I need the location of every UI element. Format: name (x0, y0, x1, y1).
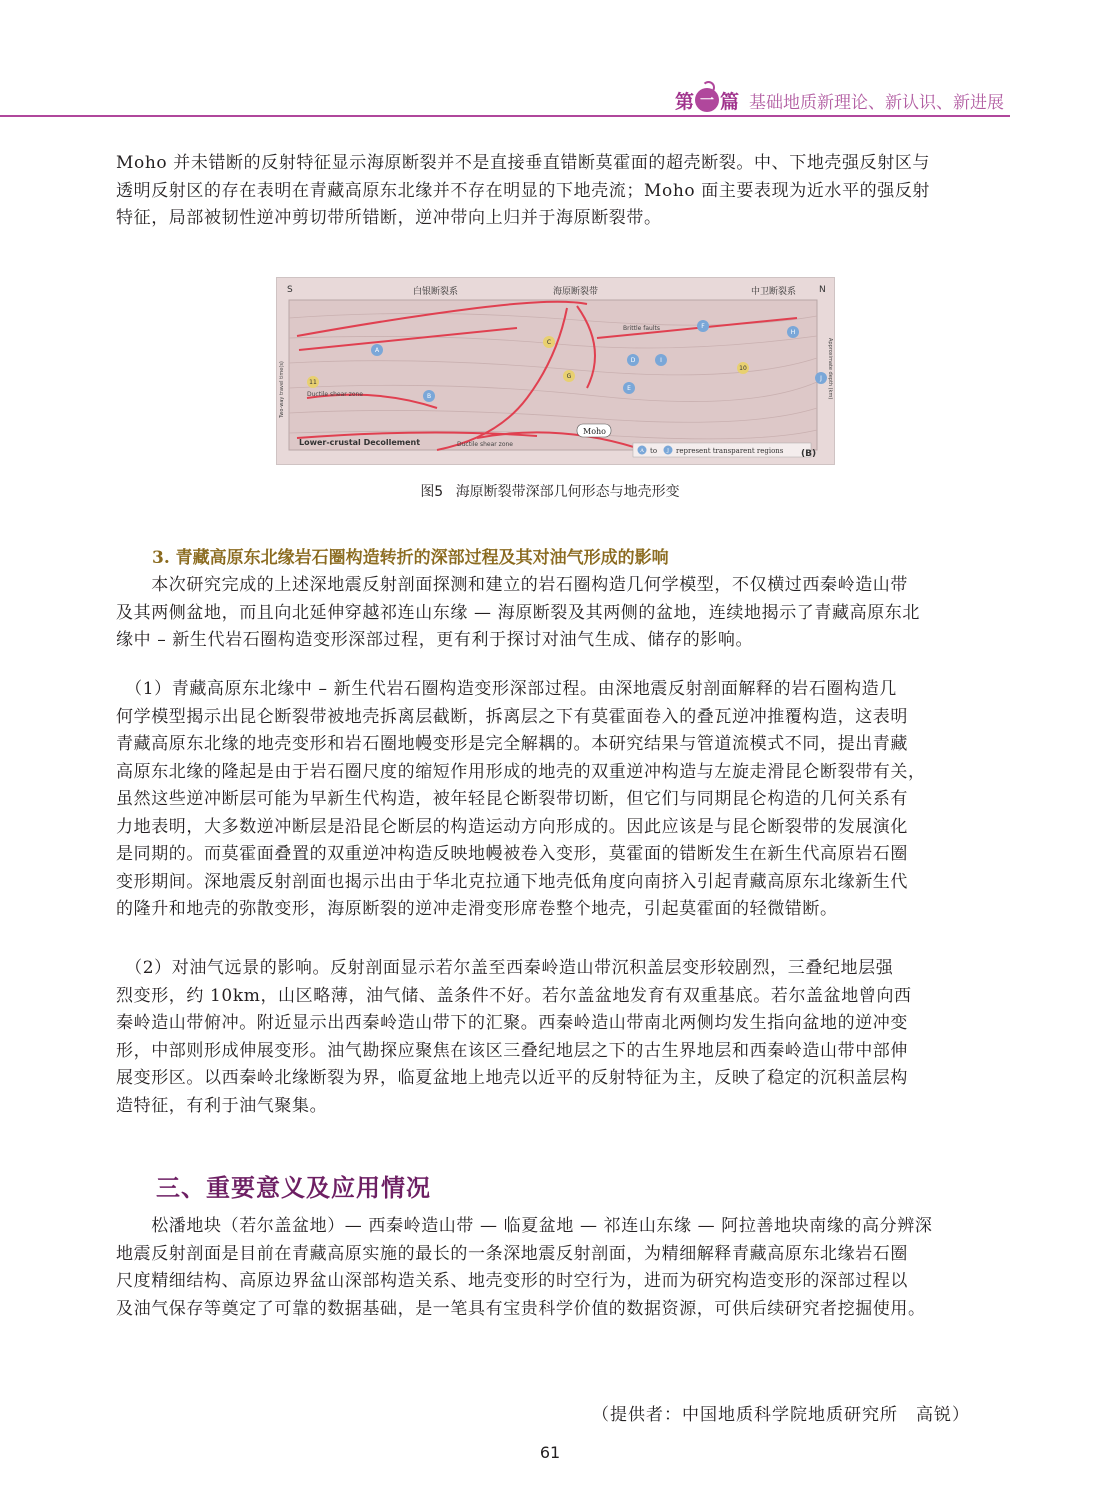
text-line: （2）对油气远景的影响。反射剖面显示若尔盖至西秦岭造山带沉积盖层变形较剧烈，三叠纪地层强 (116, 958, 894, 978)
region-label: 11 (309, 379, 317, 386)
text-line: 及其两侧盆地，而且向北延伸穿越祁连山东缘 — 海原断裂及其两侧的盆地，连续地揭示了青藏高原东北 (116, 602, 921, 623)
text-line: 变形期间。深地震反射剖面也揭示出由于华北克拉通下地壳低角度向南挤入引起青藏高原东北缘新生代 (116, 871, 908, 892)
right-axis-label: Approximate depth (km) (827, 338, 833, 400)
region-label: E (627, 385, 631, 392)
seismic-profile-figure (276, 277, 835, 465)
legend-j: J (666, 448, 670, 454)
running-header (0, 86, 1004, 114)
header-title: 基础地质新理论、新认识、新进展 (749, 92, 1004, 113)
paragraph-4 (116, 1213, 1004, 1323)
fault-label-haiyuan: 海原断裂带 (553, 287, 599, 297)
paragraph-2 (116, 676, 1004, 924)
text-line: 特征，局部被韧性逆冲剪切带所错断，逆冲带向上归并于海原断裂带。 (116, 208, 662, 228)
section-title: 三、重要意义及应用情况 (156, 1174, 431, 1202)
text-line: 形，中部则形成伸展变形。油气勘探应聚焦在该区三叠纪地层之下的古生界地层和西秦岭造山带中部伸 (116, 1040, 908, 1061)
page-number: 61 (539, 1443, 561, 1462)
text-line: 本次研究完成的上述深地震反射剖面探测和建立的岩石圈构造几何学模型，不仅横过西秦岭造山带 (116, 575, 908, 595)
region-label: 10 (739, 365, 747, 372)
panel-label: (B) (801, 449, 817, 459)
brittle-faults-label: Brittle faults (623, 325, 660, 332)
text-line: 虽然这些逆冲断层可能为早新生代构造，被年轻昆仑断裂带切断，但它们与同期昆仑构造的几何关系有 (116, 789, 908, 809)
text-line: （1）青藏高原东北缘中 – 新生代岩石圈构造变形深部过程。由深地震反射剖面解释的岩石圈构造几 (116, 679, 897, 699)
seismic-profile-image (277, 278, 834, 464)
region-label: I (660, 357, 662, 364)
text-line: 是同期的。而莫霍面叠置的双重逆冲构造反映地幔被卷入变形，莫霍面的错断发生在新生代高原岩石圈 (116, 844, 908, 864)
text-line: 尺度精细结构、高原边界盆山深部构造关系、地壳变形的时空行为，进而为研究构造变形的深部过程以 (116, 1271, 908, 1291)
ductile-shear-label-1: Ductile shear zone (307, 391, 363, 398)
fault-label-baiyin: 白银断裂系 (413, 287, 459, 297)
region-label: G (566, 373, 572, 380)
text-line: 造特征，有利于油气聚集。 (116, 1095, 328, 1116)
region-label: C (546, 339, 552, 346)
text-line: 透明反射区的存在表明在青藏高原东北缘并不存在明显的下地壳流；Moho 面主要表现为近水平的强反射 (116, 180, 931, 201)
region-label: J (820, 375, 822, 382)
subheading: 3. 青藏高原东北缘岩石圈构造转折的深部过程及其对油气形成的影响 (152, 548, 669, 568)
legend-a: A (640, 448, 644, 454)
text-line: 松潘地块（若尔盖盆地）— 西秦岭造山带 — 临夏盆地 — 祁连山东缘 — 阿拉善地块南缘的高分辨深 (116, 1216, 933, 1236)
text-line: 的隆升和地壳的弥散变形，海原断裂的逆冲走滑变形席卷整个地壳，引起莫霍面的轻微错断。 (116, 899, 838, 919)
region-label: A (374, 347, 380, 354)
text-line: 展变形区。以西秦岭北缘断裂为界，临夏盆地上地壳以近平的反射特征为主，反映了稳定的沉积盖层构 (116, 1068, 908, 1088)
compass-south: S (287, 285, 293, 295)
text-line: 何学模型揭示出昆仑断裂带被地壳拆离层截断，拆离层之下有莫霍面卷入的叠瓦逆冲推覆构造，这表明 (116, 706, 908, 727)
moho-label: Moho (583, 427, 606, 436)
region-label: D (630, 357, 636, 364)
compass-north: N (819, 285, 826, 295)
legend-text: represent transparent regions (676, 447, 784, 455)
header-part-suffix: 篇 (719, 90, 739, 113)
region-label: B (426, 393, 432, 400)
region-label: H (790, 329, 796, 336)
text-line: 缘中 – 新生代岩石圈构造变形深部过程，更有利于探讨对油气生成、储存的影响。 (116, 630, 754, 650)
text-line: 秦岭造山带俯冲。附近显示出西秦岭造山带下的汇聚。西秦岭造山带南北两侧均发生指向盆地的逆冲变 (116, 1013, 908, 1033)
figure-number: 图5 (420, 484, 444, 500)
ductile-shear-label-2: Ductile shear zone (457, 441, 513, 448)
decollement-label: Lower-crustal Decollement (299, 438, 421, 447)
figure-caption (0, 481, 1100, 501)
text-line: 力地表明，大多数逆冲断层是沿昆仑断层的构造运动方向形成的。因此应该是与昆仑断裂带的发展演化 (116, 816, 908, 837)
text-line: 青藏高原东北缘的地壳变形和岩石圈地幔变形是完全解耦的。本研究结果与管道流模式不同，提出青藏 (116, 734, 908, 754)
text-line: 地震反射剖面是目前在青藏高原实施的最长的一条深地震反射剖面，为精细解释青藏高原东北缘岩石圈 (116, 1243, 908, 1264)
paragraph-3 (116, 955, 1004, 1120)
header-part-prefix: 第 (674, 90, 694, 113)
provider-credit: （提供者：中国地质科学院地质研究所 高锐） (592, 1405, 970, 1425)
fault-label-zhongwei: 中卫断裂系 (751, 287, 797, 297)
text-line: Moho 并未错断的反射特征显示海原断裂并不是直接垂直错断莫霍面的超壳断裂。中、下地壳强反射区与 (116, 153, 931, 173)
header-rule (0, 115, 1010, 117)
paragraph-1 (116, 572, 1004, 655)
header-part-number-badge: 一 (695, 88, 719, 112)
region-label: F (701, 323, 705, 330)
text-line: 高原东北缘的隆起是由于岩石圈尺度的缩短作用形成的地壳的双重逆冲构造与左旋走滑昆仑断裂带有关， (116, 761, 926, 782)
legend-to: to (650, 447, 658, 455)
text-line: 烈变形，约 10km，山区略薄，油气储、盖条件不好。若尔盖盆地发育有双重基底。若尔盖盆地曾向西 (116, 985, 912, 1006)
text-line: 及油气保存等奠定了可靠的数据基础，是一笔具有宝贵科学价值的数据资源，可供后续研究者挖掘使用。 (116, 1298, 926, 1319)
left-axis-label: Two-way travel time(s) (279, 361, 285, 418)
intro-paragraph (116, 150, 1004, 233)
figure-caption-text: 海原断裂带深部几何形态与地壳形变 (455, 484, 680, 500)
